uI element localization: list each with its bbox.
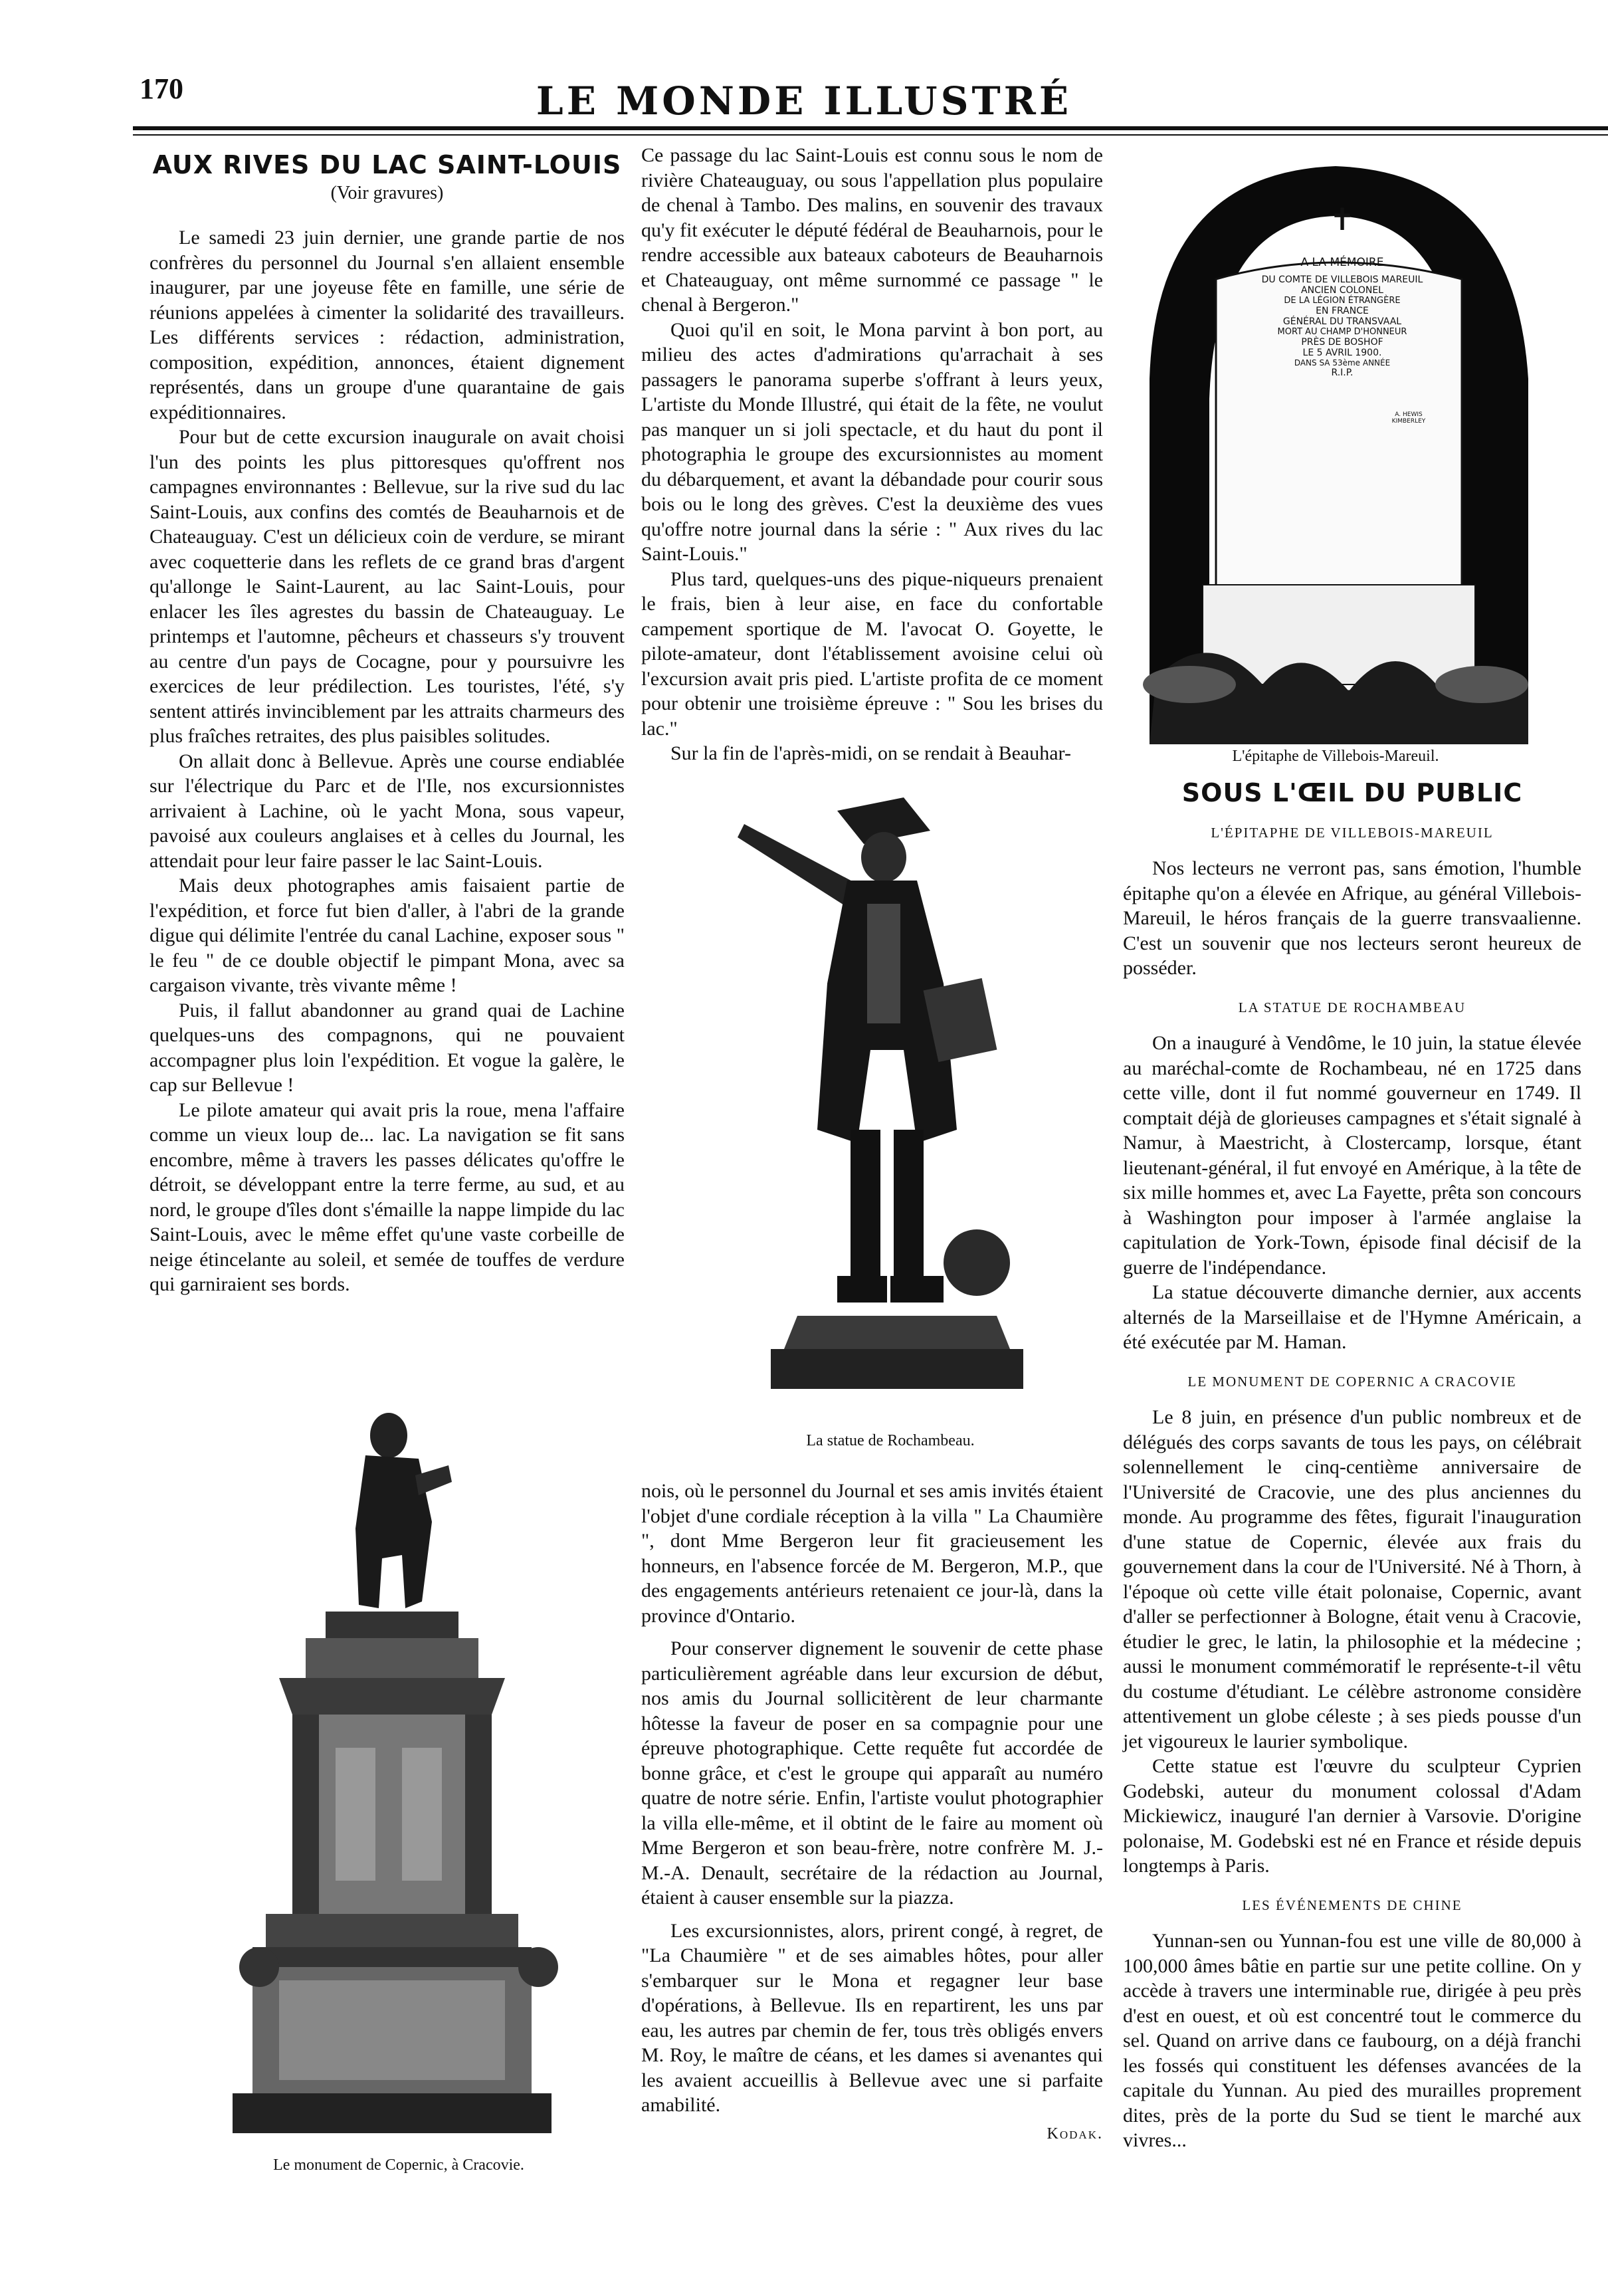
paragraph: Quoi qu'il en soit, le Mona parvint à bon port, au milieu des actes d'admirations qu'arrachait à ses passagers le panorama superbe s'offrant à leurs yeux, L'artiste du Monde Illustré, qui était de la fête, ne voulut pas manquer un si joli spectacle, et du haut du pont il photographia le groupe des excursionnistes au moment du débarquement, et avant la débandade pour courir sous bois ou le long des grèves. C'est la deuxième des vues qu'offre notre journal dans la série : " Aux rives du lac Saint-Louis."	[641, 318, 1103, 565]
header-rule	[133, 126, 1608, 130]
article-column-2-bottom	[641, 1479, 1103, 2146]
article-subtitle: (Voir gravures)	[330, 182, 444, 203]
paragraph: Ce passage du lac Saint-Louis est connu sous le nom de rivière Chateauguay, ou sous l'appellation plus populaire de chenal à Tambo. Des malins, en souvenir des travaux qu'y fit exécuter le député fédéral de Beauharnois, pour le rendre accessible aux bateaux caboteurs de Beauharnois et Chateauguay, ont même surnommé ce passage " le chenal à Bergeron."	[641, 144, 1103, 316]
paragraph: Yunnan-sen ou Yunnan-fou est une ville de 80,000 à 100,000 âmes bâtie en partie sur une petite colline. On y accède à travers une interminable rue, dirigée à peu près d'est en ouest, et où est concentré tout le commerce du sel. Quand on arrive dans ce faubourg, on a déjà franchi les fossés qui constituent les défenses avancées de la capitale du Yunnan. Au pied des murailles proprement dites, près de la porte du Sud se tient le marché aux vivres...	[1123, 1930, 1581, 2151]
rochambeau-statue-image	[704, 784, 1076, 1409]
paragraph: Le samedi 23 juin dernier, une grande partie de nos confrères du personnel du Journal s'en allaient ensemble inaugurer, par une joyeuse fête en famille, une série de réunions appelées à cimenter la solidarité des travailleurs. Les différents services : rédaction, administration, composition, expédition, annonces, étaient dignement représentés, dans un groupe d'une quarantaine de gais expéditionnaires.	[150, 227, 625, 423]
paragraph: Pour conserver dignement le souvenir de cette phase particulièrement agréable dans leur excursion de début, nos amis du Journal sollicitèrent de leur charmante hôtesse la faveur de poser en sa compagnie pour une épreuve photographique. Cette requête fut accordée de bonne grâce, et c'est le groupe qui apparaît au numéro quatre de notre série. Enfin, l'artiste voulut photographier la villa elle-même, et il obtint de le faire au moment où Mme Bergeron et son beau-frère, notre confrère M. J.-M.-A. Denault, secrétaire de la rédaction au Journal, étaient à causer ensemble sur la piazza.	[641, 1637, 1103, 1909]
subsection-heading: LE MONUMENT DE COPERNIC A CRACOVIE	[1187, 1373, 1517, 1390]
inscription-line: GÉNÉRAL DU TRANSVAAL	[1282, 316, 1402, 327]
section-title: SOUS L'ŒIL DU PUBLIC	[1181, 778, 1523, 807]
paragraph: Le pilote amateur qui avait pris la roue, mena l'affaire comme un vieux loup de... lac. La navigation se fit sans encombre, même à travers les passes délicates qu'offre le détroit, se développant entre la terre ferme, au sud, et au nord, le groupe d'îles dont s'émaille la nappe limpide du lac Saint-Louis, avec le même effet qu'une vaste corbeille de neige étincelante au soleil, et semée de touffes de verdure qui garniraient ses bords.	[150, 1098, 625, 1295]
paragraph: On a inauguré à Vendôme, le 10 juin, la statue élevée au maréchal-comte de Rochambeau, né en 1725 dans cette ville, dont il fut nommé gouverneur en 1749. Il comptait déjà de glorieuses campagnes et s'était signalé à Namur, à Maestricht, à Clostercamp, lorsque, étant lieutenant-général, il fut envoyé en Amérique, à la tête de six mille hommes et, avec La Fayette, prêta son concours à Washington pour imposer à l'armée anglaise la capitulation de York-Town, épisode final décisif de la guerre de l'indépendance.	[1123, 1032, 1581, 1279]
paragraph: Mais deux photographes amis faisaient partie de l'expédition, et force fut bien d'aller, à l'abri de la grande digue qui délimite l'entrée du canal Lachine, exposer sous " le feu " de ce double objectif le pimpant Mona, avec sa cargaison vivante, très vivante même !	[150, 875, 625, 996]
paragraph: Les excursionnistes, alors, prirent congé, à regret, de "La Chaumière " et de ses aimables hôtes, pour aller s'embarquer sur le Mona et regagner leur base d'opérations, à Bellevue. Ils en repartirent, les uns par eau, les autres par chemin de fer, tous très obligés envers M. Roy, le maître de céans, et les dames si avenantes qui les avaient accueillis à Bellevue avec une si parfaite amabilité.	[641, 1919, 1103, 2116]
paragraph: La statue découverte dimanche dernier, aux accents alternés de la Marseillaise et de l'Hymne Américain, a été exécutée par M. Haman.	[1123, 1281, 1581, 1353]
epitaph-caption: L'épitaphe de Villebois-Mareuil.	[1232, 748, 1439, 765]
inscription-line: DU COMTE DE VILLEBOIS MAREUIL	[1261, 274, 1423, 285]
inscription-line: DE LA LÉGION ÉTRANGÈRE	[1284, 296, 1401, 306]
paragraph: Plus tard, quelques-uns des pique-niqueurs prenaient le frais, bien à leur aise, en face du confortable campement sportique de M. l'avocat O. Goyette, le pilote-amateur, dont l'établissement avoisine celui où l'excursion avait pris pied. L'artiste profita de ce moment pour obtenir une troisième épreuve : " Sou les brises du lac."	[641, 568, 1103, 740]
inscription-line: ANCIEN COLONEL	[1301, 285, 1383, 296]
article-signature: Kodak.	[1047, 2125, 1103, 2142]
inscription-line: PRÈS DE BOSHOF	[1301, 337, 1383, 348]
epitaph-inscription	[1216, 203, 1468, 425]
inscription-line: A LA MÉMOIRE	[1300, 256, 1384, 269]
subsection-heading: L'ÉPITAPHE DE VILLEBOIS-MAREUIL	[1211, 824, 1494, 841]
paragraph: Pour but de cette excursion inaugurale on avait choisi l'un des points les plus pittoresques qu'offrent nos campagnes environnantes : Bellevue, sur la rive sud du lac Saint-Louis, aux confins des comtés de Beauharnois et de Chateauguay. C'est un délicieux coin de verdure, se mirant avec coquetterie dans les reflets de ce grand bras d'argent qu'allonge le Saint-Laurent, au lac Saint-Louis, pour enlacer les îles agrestes du bassin de Chateauguay. Le printemps et l'automne, pêcheurs et chasseurs s'y trouvent au centre d'un pays de Cocagne, pour y poursuivre les exercices de leur prédilection. Les touristes, l'été, s'y sentent attirés invinciblement par les attraits charmeurs des plus fraîches retraites, des plus paisibles solitudes.	[150, 426, 625, 747]
inscription-line: R.I.P.	[1331, 367, 1354, 378]
paragraph: Cette statue est l'œuvre du sculpteur Cyprien Godebski, auteur du monument colossal d'Adam Mickiewicz, inauguré l'an dernier à Varsovie. D'origine polonaise, M. Godebski est né en France et réside depuis longtemps à Paris.	[1123, 1755, 1581, 1877]
page-number: 170	[140, 72, 183, 105]
article-column-3	[1123, 778, 1581, 2153]
copernic-caption: Le monument de Copernic, à Cracovie.	[273, 2156, 524, 2174]
article-column-2-top	[641, 143, 1103, 766]
header-rule-thin	[133, 134, 1608, 136]
inscription-line: LE 5 AVRIL 1900.	[1302, 348, 1382, 358]
copernic-monument-image	[219, 1402, 578, 2153]
subsection-heading: LA STATUE DE ROCHAMBEAU	[1238, 999, 1466, 1015]
paragraph: Puis, il fallut abandonner au grand quai de Lachine quelques-uns des compagnons, qui ne pouvaient accompagner plus loin l'expédition. Et vogue la galère, le cap sur Bellevue !	[150, 999, 625, 1096]
stonemason-mark: A. HEWIS KIMBERLEY	[1391, 411, 1426, 425]
subsection-heading: LES ÉVÉNEMENTS DE CHINE	[1242, 1897, 1462, 1913]
article-column-1	[150, 150, 625, 1297]
paragraph: Le 8 juin, en présence d'un public nombreux et de délégués des corps savants de tous les pays, on célébrait solennellement le cinq-centième anniversaire de l'Université de Cracovie, une des plus anciennes du monde. Au programme des fêtes, figurait l'inauguration d'une statue de Copernic, élevée aux frais du gouvernement dans la cour de l'Université. Né à Thorn, à l'époque où cette ville était polonaise, Copernic, avant d'aller se perfectionner à Bologne, était venu à Cracovie, étudier le grec, le latin, la philosophie et la médecine ; aussi le monument commémoratif le représente-t-il vêtu du costume d'étudiant. Le célèbre astronome considère attentivement un globe céleste ; à ses pieds pousse d'un jet vigoureux le laurier symbolique.	[1123, 1406, 1581, 1752]
paragraph: Sur la fin de l'après-midi, on se rendait à Beauhar-	[670, 742, 1071, 764]
inscription-line: MORT AU CHAMP D'HONNEUR	[1277, 327, 1407, 337]
inscription-line: EN FRANCE	[1316, 306, 1369, 316]
inscription-line: DANS SA 53ème ANNÉE	[1294, 358, 1391, 367]
cross-icon: ✝	[1329, 201, 1356, 237]
paragraph: On allait donc à Bellevue. Après une course endiablée sur l'électrique du Parc et de l'Ile, nos excursionnistes arrivaient à Lachine, où le yacht Mona, sous vapeur, pavoisé aux couleurs anglaises et à celles du Journal, les attendait pour leur faire passer le lac Saint-Louis.	[150, 750, 625, 872]
article-title: AUX RIVES DU LAC SAINT-LOUIS	[152, 150, 622, 179]
paragraph: nois, où le personnel du Journal et ses amis invités étaient l'objet d'une cordiale réception à la villa " La Chaumière ", dont Mme Bergeron leur fit gracieusement les honneurs, en l'absence forcée de M. Bergeron, M.P., que des engagements antérieurs retenaient ce jour-là, dans la province d'Ontario.	[641, 1480, 1103, 1627]
masthead: LE MONDE ILLUSTRÉ	[536, 78, 1072, 124]
rochambeau-caption: La statue de Rochambeau.	[806, 1432, 975, 1449]
paragraph: Nos lecteurs ne verront pas, sans émotion, l'humble épitaphe qu'on a élevée en Afrique, au général Villebois-Mareuil, le héros français de la guerre transvaalienne. C'est un souvenir que nos lecteurs seront heureux de posséder.	[1123, 857, 1581, 979]
